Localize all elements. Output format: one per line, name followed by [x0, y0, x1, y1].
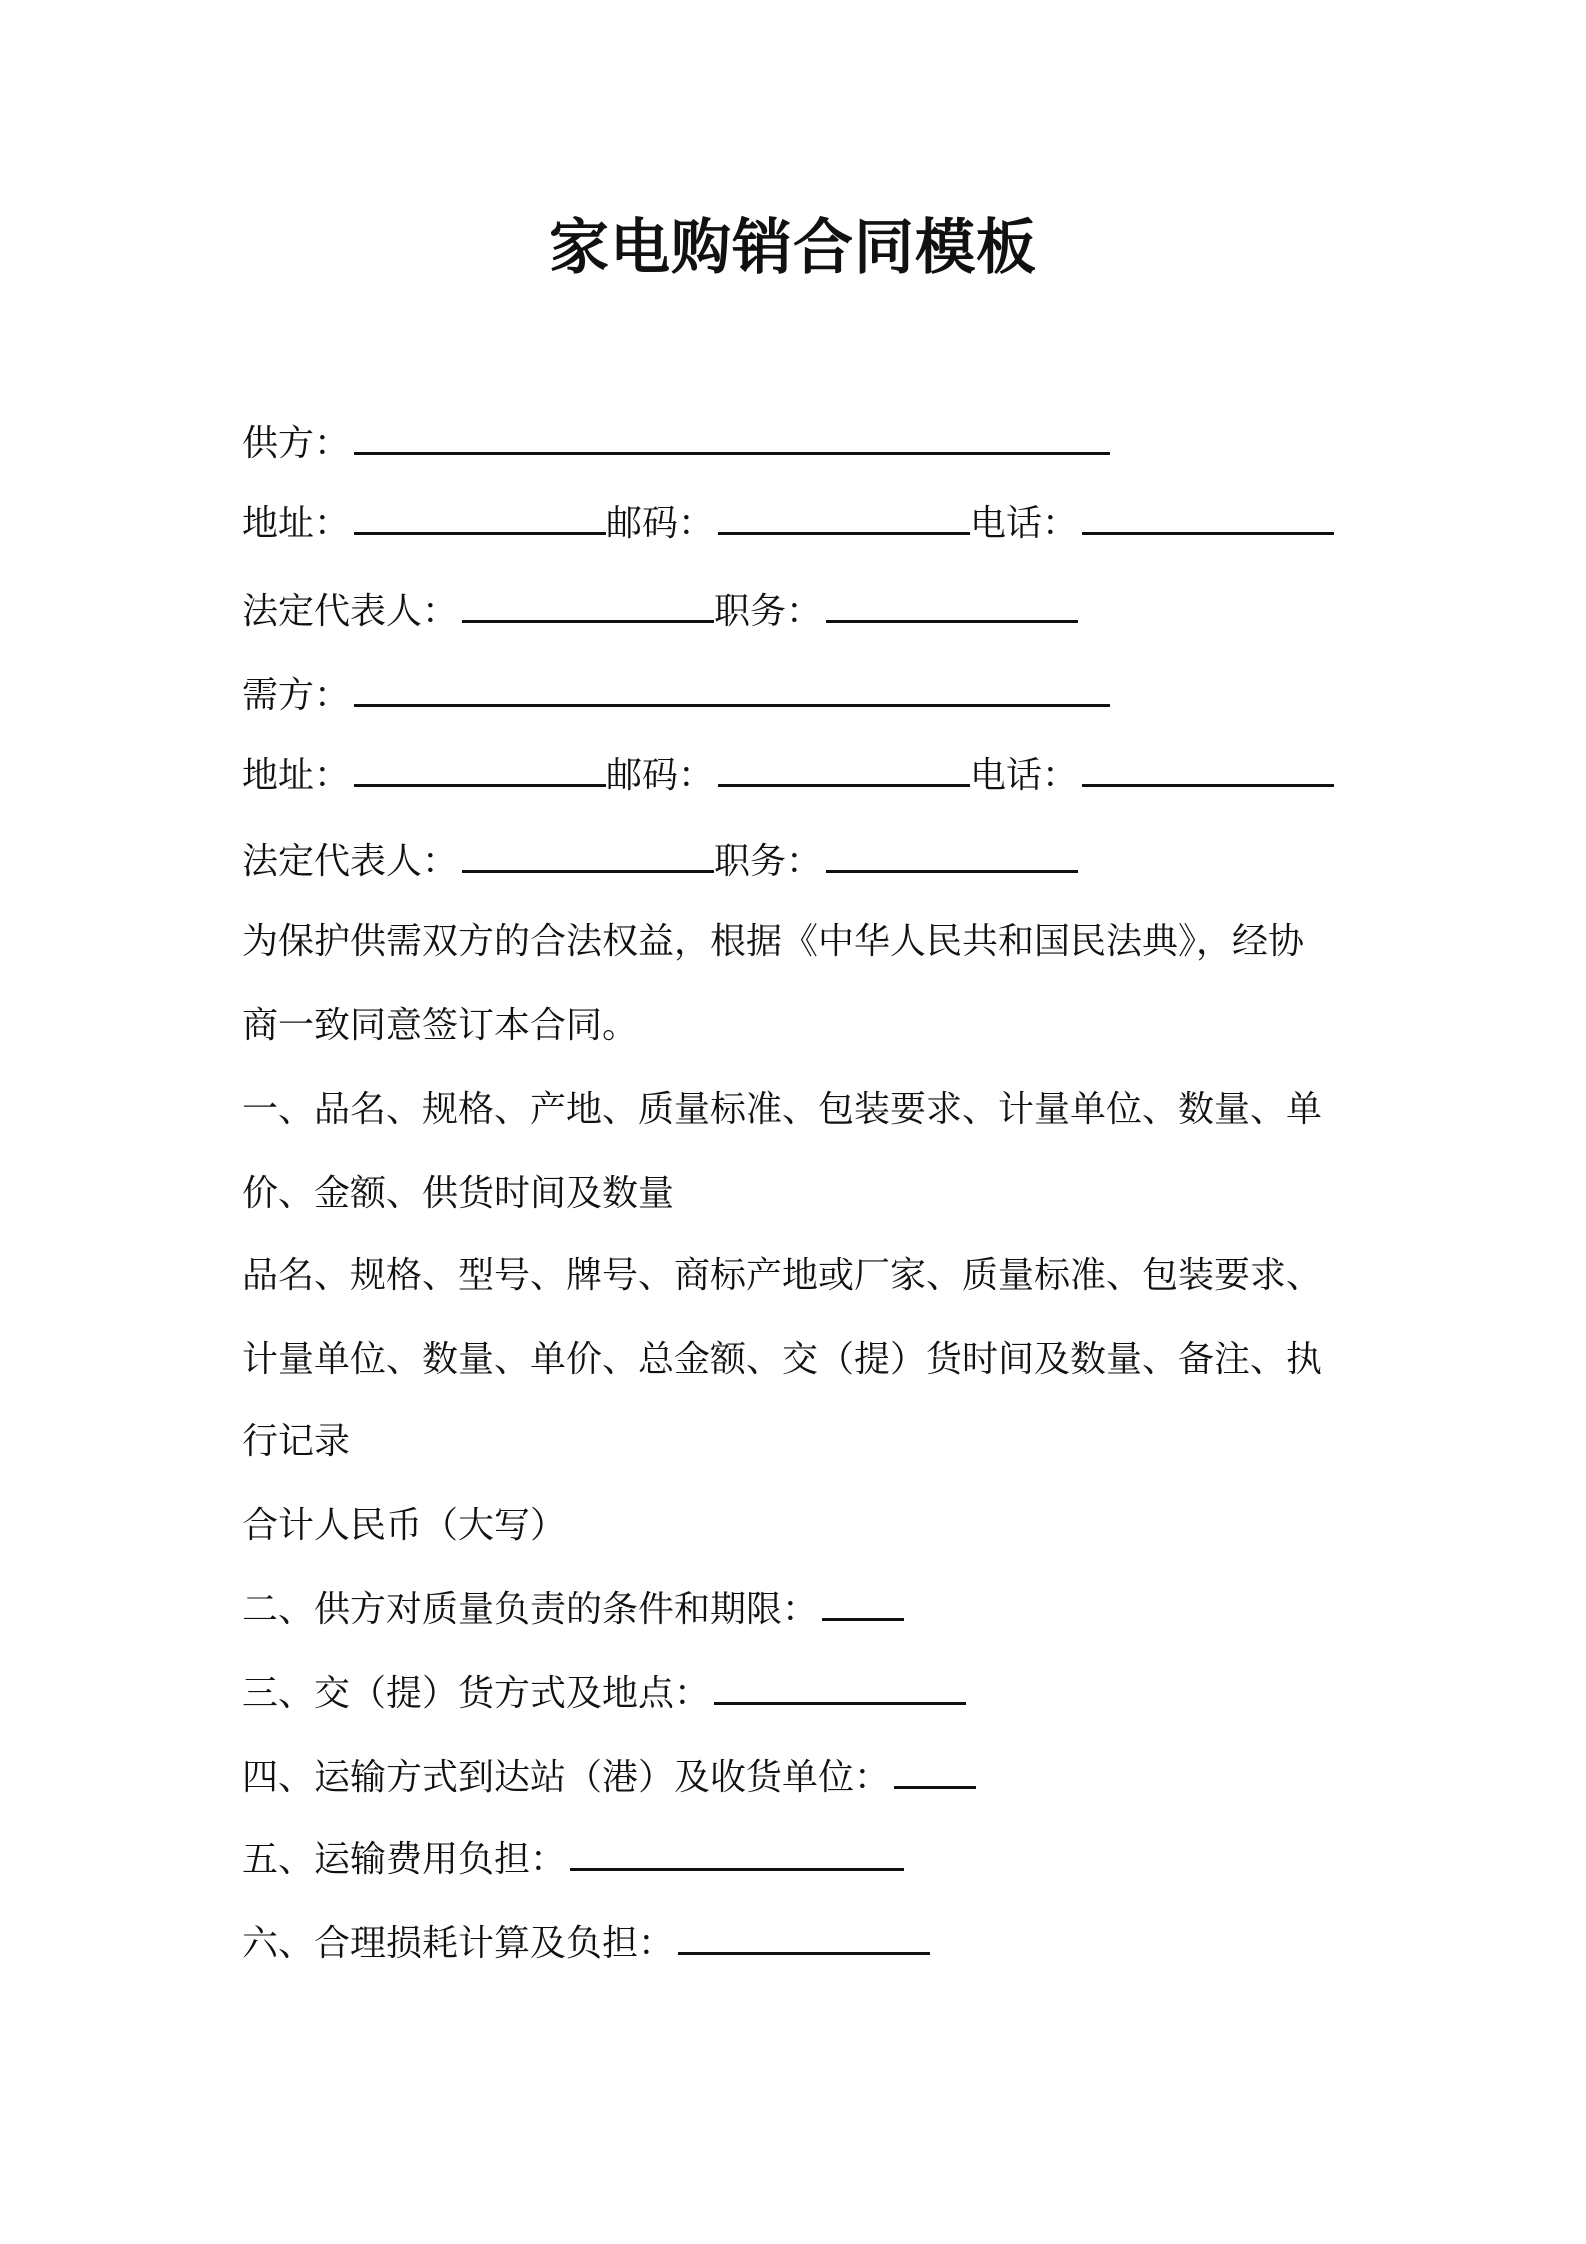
- buyer-position-blank[interactable]: [826, 832, 1078, 873]
- buyer-legal-rep-blank[interactable]: [462, 832, 714, 873]
- supplier-name-blank[interactable]: [354, 414, 1110, 455]
- supplier-contact-line: [242, 494, 1352, 552]
- clause5-line: [242, 1830, 1352, 1888]
- clause5-blank[interactable]: [570, 1830, 904, 1871]
- supplier-phone-blank[interactable]: [1082, 494, 1334, 535]
- clause3-line: [242, 1664, 1352, 1722]
- buyer-address-blank[interactable]: [354, 746, 606, 787]
- clause4-label: 四、运输方式到达站（港）及收货单位：: [242, 1757, 891, 1798]
- clause1-heading-line-2: 价、金额、供货时间及数量: [242, 1173, 675, 1214]
- preamble-line-1: 为保护供需双方的合法权益，根据《中华人民共和国民法典》，经协: [242, 921, 1305, 962]
- clause1-total-label: 合计人民币（大写）: [242, 1505, 567, 1546]
- clause1-body-line-2: 计量单位、数量、单价、总金额、交（提）货时间及数量、备注、执: [242, 1339, 1323, 1380]
- clause2-line: [242, 1580, 1352, 1638]
- clause3-label: 三、交（提）货方式及地点：: [242, 1673, 711, 1714]
- clause6-blank[interactable]: [678, 1914, 930, 1955]
- preamble-line-2: 商一致同意签订本合同。: [242, 1005, 639, 1046]
- buyer-position-label: 职务：: [714, 841, 823, 882]
- clause6-label: 六、合理损耗计算及负担：: [242, 1923, 675, 1964]
- supplier-address-blank[interactable]: [354, 494, 606, 535]
- supplier-position-label: 职务：: [714, 591, 823, 632]
- buyer-label: 需方：: [242, 675, 351, 716]
- clause3-blank[interactable]: [714, 1664, 966, 1705]
- supplier-position-blank[interactable]: [826, 582, 1078, 623]
- buyer-legal-rep-label: 法定代表人：: [242, 841, 459, 882]
- clause6-line: [242, 1914, 1352, 1972]
- supplier-legal-rep-label: 法定代表人：: [242, 591, 459, 632]
- buyer-rep-line: [242, 832, 1352, 890]
- clause1-body-line-1: 品名、规格、型号、牌号、商标产地或厂家、质量标准、包装要求、: [242, 1255, 1323, 1296]
- supplier-address-label: 地址：: [242, 503, 351, 544]
- buyer-phone-blank[interactable]: [1082, 746, 1334, 787]
- clause4-blank[interactable]: [894, 1748, 976, 1789]
- clause4-line: [242, 1748, 1352, 1806]
- clause5-label: 五、运输费用负担：: [242, 1839, 567, 1880]
- supplier-postcode-label: 邮码：: [606, 503, 715, 544]
- supplier-line: [242, 414, 1352, 472]
- clause2-label: 二、供方对质量负责的条件和期限：: [242, 1589, 819, 1630]
- supplier-legal-rep-blank[interactable]: [462, 582, 714, 623]
- clause1-heading-line-1: 一、品名、规格、产地、质量标准、包装要求、计量单位、数量、单: [242, 1089, 1323, 1130]
- supplier-rep-line: [242, 582, 1352, 640]
- buyer-postcode-label: 邮码：: [606, 755, 715, 796]
- supplier-postcode-blank[interactable]: [718, 494, 970, 535]
- clause2-blank[interactable]: [822, 1580, 904, 1621]
- document-title: 家电购销合同模板: [549, 213, 1037, 283]
- buyer-contact-line: [242, 746, 1352, 804]
- buyer-line: [242, 666, 1352, 724]
- buyer-postcode-blank[interactable]: [718, 746, 970, 787]
- buyer-phone-label: 电话：: [970, 755, 1079, 796]
- buyer-address-label: 地址：: [242, 755, 351, 796]
- supplier-label: 供方：: [242, 423, 351, 464]
- clause1-body-line-3: 行记录: [242, 1421, 351, 1462]
- buyer-name-blank[interactable]: [354, 666, 1110, 707]
- supplier-phone-label: 电话：: [970, 503, 1079, 544]
